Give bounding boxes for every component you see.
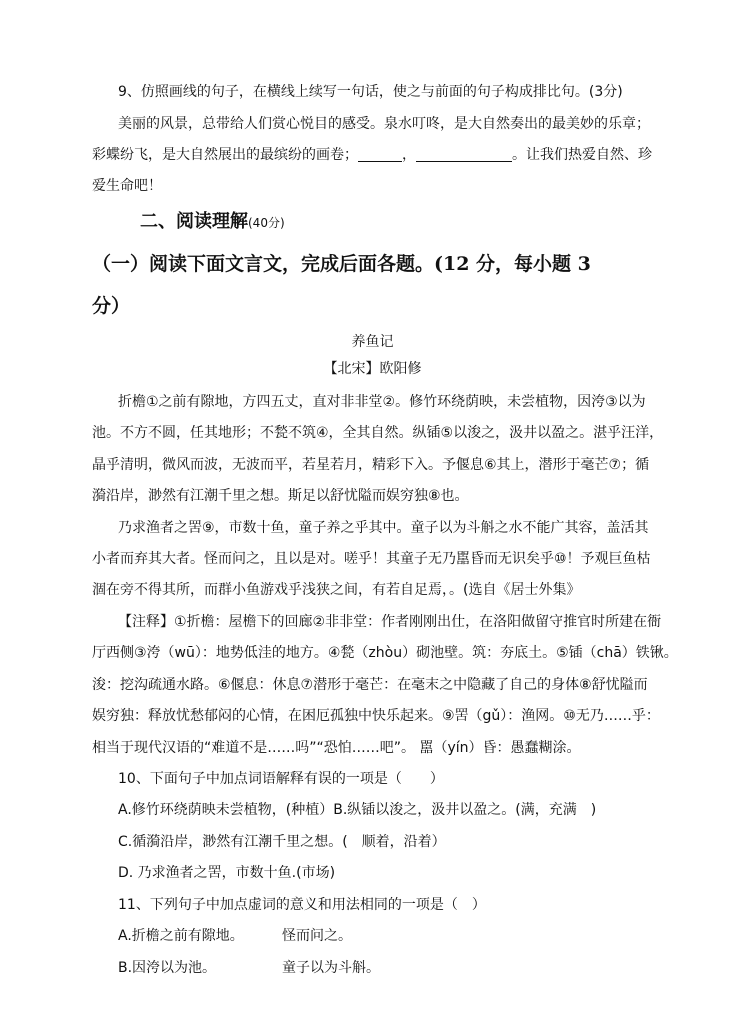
question-9-stem: 9、仿照画线的句子，在横线上续写一句话，使之与前面的句子构成排比句。(3分) xyxy=(118,84,623,100)
question-11-option-a-left: A.折檐之前有隙地。 xyxy=(118,928,244,944)
answer-blank-1[interactable] xyxy=(358,147,402,162)
passage-p2-line: 涸在旁不得其所，而群小鱼游戏乎浅狭之间，有若自足焉，。(选自《居士外集》 xyxy=(92,582,581,598)
section-2-title: 二、阅读理解 xyxy=(140,211,248,232)
question-9-line-1: 美丽的风景，总带给人们赏心悦目的感受。泉水叮咚，是大自然奏出的最美妙的乐章； xyxy=(118,116,650,132)
question-11-option-a-right: 怪而问之。 xyxy=(282,928,352,944)
passage-author: 【北宋】欧阳修 xyxy=(323,361,422,377)
passage-p1-line: 池。不方不圆，任其地形；不甃不筑④，全其自然。纵锸⑤以浚之，汲井以盈之。湛乎汪洋， xyxy=(92,425,664,441)
notes-line: 娱穷独：释放忧愁郁闷的心情，在困厄孤独中快乐起来。⑨罟（gǔ）：渔网。⑩无乃……乎： xyxy=(92,708,660,724)
question-11-option-b xyxy=(118,958,380,978)
part-1-heading-line-2: 分） xyxy=(92,295,131,317)
notes-line: 厅西侧③洿（wū）：地势低洼的地方。④甃（zhòu）砌池壁。筑：夯底土。⑤锸（chā）铁锹。 xyxy=(92,645,678,661)
question-9-line-2 xyxy=(92,145,652,165)
question-11-option-a xyxy=(118,926,352,946)
notes-line: 【注释】①折檐：屋檐下的回廊②非非堂：作者刚刚出仕，在洛阳做留守推官时所建在衙 xyxy=(118,614,662,630)
question-11-stem: 11、下列句子中加点虚词的意义和用法相同的一项是（ ） xyxy=(118,897,486,913)
notes-line: 相当于现代汉语的“难道不是……吗”“恐怕……吧”。 嚚（yín）昏：愚蠢糊涂。 xyxy=(92,740,581,756)
section-2-score: (40分) xyxy=(248,216,285,230)
passage-p2-line: 小者而弃其大者。怪而问之，且以是对。嗟乎！其童子无乃嚚昏而无识矣乎⑩！予观巨鱼枯 xyxy=(92,551,651,567)
question-9-line-2-a: 彩蝶纷飞，是大自然展出的最缤纷的画卷； xyxy=(92,147,358,163)
passage-p2-line: 乃求渔者之罟⑨，市数十鱼，童子养之乎其中。童子以为斗斛之水不能广其容，盖活其 xyxy=(118,520,649,536)
passage-p1-line: 漪沿岸，渺然有江潮千里之想。斯足以舒忧隘而娱穷独⑧也。 xyxy=(92,488,469,504)
question-10-option-c: C.循漪沿岸，渺然有江潮千里之想。( 顺着，沿着） xyxy=(118,834,446,850)
question-10-stem: 10、下面句子中加点词语解释有误的一项是（ ） xyxy=(118,771,444,787)
question-11-option-b-right: 童子以为斗斛。 xyxy=(282,960,380,976)
passage-p1-line: 折檐①之前有隙地，方四五丈，直对非非堂②。修竹环绕荫映，未尝植物，因洿③以为 xyxy=(118,394,646,410)
question-10-option-ab: A.修竹环绕荫映未尝植物，(种植）B.纵锸以浚之，汲井以盈之。(满，充满 ) xyxy=(118,802,597,818)
passage-title: 养鱼记 xyxy=(351,334,394,350)
part-1-heading-line-1: （一）阅读下面文言文，完成后面各题。(12 分，每小题 3 xyxy=(92,253,591,275)
answer-blank-2[interactable] xyxy=(416,147,512,162)
notes-line: 浚：挖沟疏通水路。⑥偃息：休息⑦潜形于毫芒：在毫末之中隐藏了自己的身体⑧舒忧隘而 xyxy=(92,677,648,693)
question-9-line-3: 爱生命吧！ xyxy=(92,178,162,194)
question-9-separator: ， xyxy=(402,147,416,163)
question-10-option-d: D. 乃求渔者之罟，市数十鱼.(市场) xyxy=(118,865,336,881)
passage-p1-line: 晶乎清明，微风而波，无波而平，若星若月，精彩下入。予偃息⑥其上，潜形于毫芒⑦；循 xyxy=(92,457,650,473)
section-2-heading xyxy=(140,210,285,235)
question-11-option-b-left: B.因洿以为池。 xyxy=(118,960,217,976)
question-9-line-2-b: 。让我们热爱自然、珍 xyxy=(512,147,652,163)
